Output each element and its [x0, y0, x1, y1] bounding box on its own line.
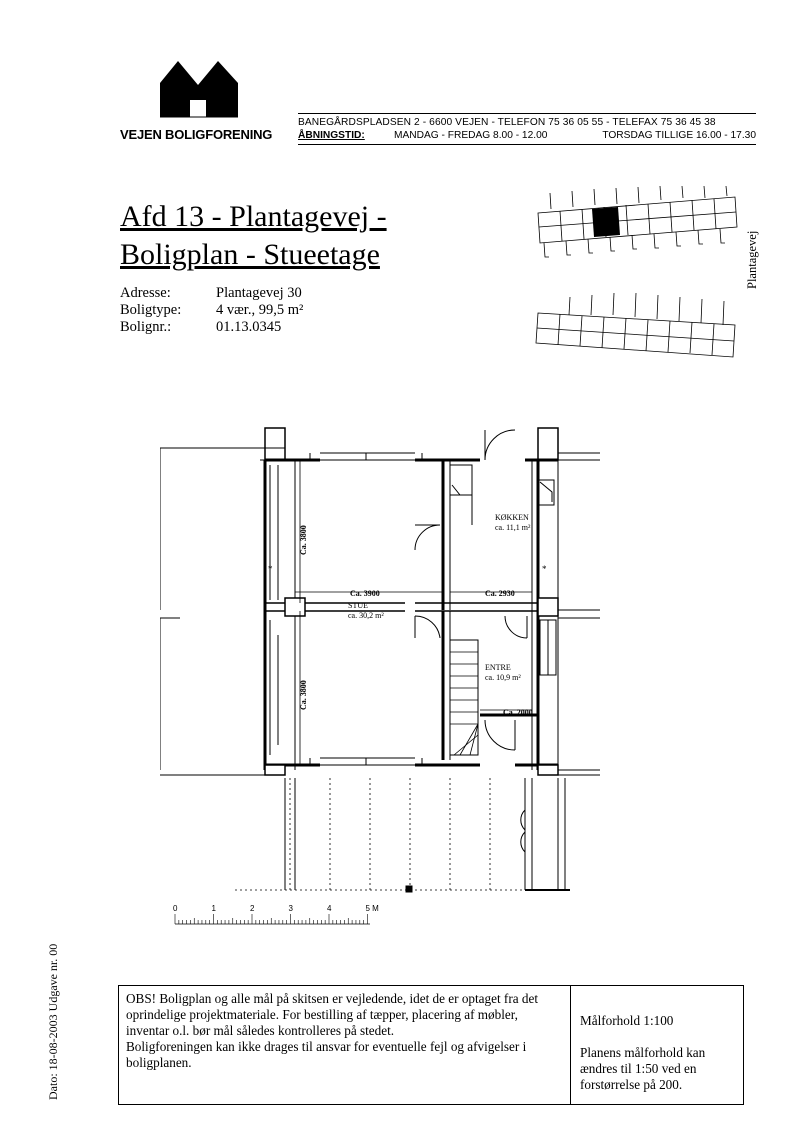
stue-label: STUE — [348, 601, 368, 610]
svg-text:*: * — [268, 564, 273, 574]
disclaimer-text-2: Boligforeningen kan ikke drages til ansvar for eventuelle fejl og afvigelser i boligplanen. — [126, 1039, 527, 1070]
svg-text:*: * — [542, 564, 547, 574]
upper-height-dim: Ca. 3800 — [299, 525, 308, 555]
hours-label: ÅBNINGSTID: — [298, 130, 365, 141]
entre-width-dim: Ca. 2000 — [503, 708, 533, 717]
street-label-text: Plantagevej — [745, 230, 759, 289]
scale-tick-label: 2 — [250, 904, 255, 913]
scale-tick-label: 5 M — [365, 904, 379, 913]
info-value: Plantagevej 30 — [216, 285, 302, 301]
scale-ratio: Målforhold 1:100 — [580, 1013, 674, 1028]
entre-label: ENTRE — [485, 663, 511, 672]
header-rule-top — [298, 113, 756, 114]
disclaimer-text: OBS! Boligplan og alle mål på skitsen er vejledende, idet de er optaget fra det oprindelige projektmateriale. For bestilling af tæpper, placering af møbler, inventar o.l. bør mål således kontrolleres på stedet. — [126, 991, 538, 1038]
kitchen-label: KØKKEN — [495, 513, 529, 522]
house-logo-icon — [120, 55, 280, 130]
header-rule-bottom — [298, 144, 756, 145]
scale-tick-label: 3 — [288, 904, 293, 913]
page-title-line2: Boligplan - Stueetage — [120, 238, 380, 271]
info-key: Adresse: — [120, 285, 171, 301]
logo-text: VEJEN BOLIGFORENING — [120, 127, 273, 142]
info-key: Boligtype: — [120, 302, 182, 318]
info-row-address — [120, 285, 302, 302]
info-value: 01.13.0345 — [216, 319, 282, 335]
kitchen-width-dim: Ca. 2930 — [485, 589, 515, 598]
scale-bar-drawing — [170, 902, 380, 932]
info-row-type — [120, 302, 303, 319]
opening-hours — [298, 130, 756, 141]
page-title-line1: Afd 13 - Plantagevej - — [120, 200, 387, 233]
info-key: Bolignr.: — [120, 319, 172, 335]
hours-thursday: TORSDAG TILLIGE 16.00 - 17.30 — [602, 130, 756, 141]
kitchen-area: ca. 11,1 m² — [495, 523, 531, 532]
floor-plan-drawing — [160, 420, 600, 910]
scale-bar — [170, 902, 380, 932]
entre-area: ca. 10,9 m² — [485, 673, 521, 682]
stue-width-dim: Ca. 3900 — [350, 589, 380, 598]
site-map-drawing — [530, 185, 745, 370]
scale-tick-label: 1 — [211, 904, 216, 913]
scale-tick-label: 4 — [327, 904, 332, 913]
highlighted-unit — [592, 207, 620, 237]
street-label — [745, 215, 761, 295]
floor-plan — [160, 420, 600, 910]
issue-date: Dato: 18-08-2003 Udgave nr. 00 — [46, 943, 60, 1100]
notice-box — [118, 985, 744, 1105]
stue-area: ca. 30,2 m² — [348, 611, 384, 620]
hours-weekdays: MANDAG - FREDAG 8.00 - 12.00 — [394, 130, 548, 141]
info-value: 4 vær., 99,5 m² — [216, 302, 304, 318]
address-line: BANEGÅRDSPLADSEN 2 - 6600 VEJEN - TELEFON 75 36 05 55 - TELEFAX 75 36 45 38 — [298, 117, 716, 128]
disclaimer — [119, 986, 571, 1104]
scale-info — [571, 986, 743, 1104]
site-map — [530, 185, 745, 370]
info-row-number — [120, 319, 281, 336]
lower-height-dim: Ca. 3800 — [299, 680, 308, 710]
scale-tick-label: 0 — [173, 904, 178, 913]
enlarge-note: Planens målforhold kan ændres til 1:50 ved en forstørrelse på 200. — [580, 1045, 706, 1092]
